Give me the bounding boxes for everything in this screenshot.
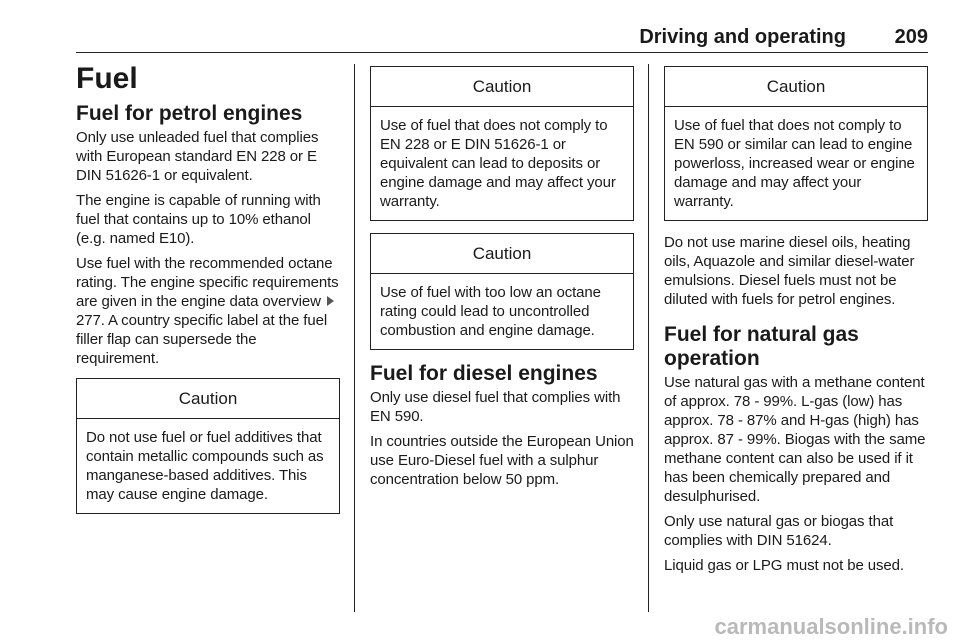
caution-box <box>370 233 634 350</box>
column-3 <box>664 66 928 581</box>
heading-natural-gas: Fuel for natural gas operation <box>664 323 859 370</box>
caution-body: Use of fuel that does not comply to EN 228 or E DIN 51626-1 or equivalent can lead to deposits or engine damage and may affect your warranty. <box>380 117 616 210</box>
caution-box <box>76 378 340 514</box>
paragraph: Liquid gas or LPG must not be used. <box>664 557 904 574</box>
page-reference[interactable]: 277 <box>76 312 101 329</box>
paragraph-text: . A country specific label at the fuel filler flap can supersede the requirement. <box>76 312 328 367</box>
column-divider <box>354 64 355 612</box>
column-1 <box>76 62 340 526</box>
caution-body: Use of fuel that does not comply to EN 590 or similar can lead to engine powerloss, increased wear or engine damage and may affect your warranty. <box>674 117 915 210</box>
column-2 <box>370 66 634 495</box>
paragraph: Only use diesel fuel that complies with EN 590. <box>370 389 621 425</box>
caution-body: Use of fuel with too low an octane rating could lead to uncontrolled combustion and engine damage. <box>380 284 601 339</box>
paragraph-text: Use fuel with the recommended octane rating. The engine specific requirements are given in the engine data overview <box>76 255 339 310</box>
paragraph: The engine is capable of running with fuel that contains up to 10% ethanol (e.g. named E10). <box>76 192 321 247</box>
caution-title: Caution <box>371 234 633 274</box>
paragraph: In countries outside the European Union use Euro-Diesel fuel with a sulphur concentration below 50 ppm. <box>370 433 634 488</box>
heading-diesel: Fuel for diesel engines <box>370 362 598 385</box>
watermark: carmanualsonline.info <box>714 614 948 639</box>
page-header <box>76 26 928 53</box>
caution-box <box>664 66 928 221</box>
paragraph: Use natural gas with a methane content of approx. 78 - 99%. L-gas (low) has approx. 78 - 87% and H-gas (high) has approx. 87 - 99%. Biogas with the same methane content can also be used if it has been chemically prepared and desulphurised. <box>664 374 926 505</box>
caution-title: Caution <box>77 379 339 419</box>
page-reference-icon <box>327 296 334 306</box>
caution-title: Caution <box>665 67 927 107</box>
paragraph <box>76 254 340 368</box>
column-divider <box>648 64 649 612</box>
page-number: 209 <box>894 26 928 48</box>
paragraph: Only use natural gas or biogas that complies with DIN 51624. <box>664 513 894 549</box>
section-title: Driving and operating <box>639 26 846 48</box>
paragraph: Only use unleaded fuel that complies with European standard EN 228 or E DIN 51626-1 or equivalent. <box>76 129 319 184</box>
caution-box <box>370 66 634 221</box>
caution-body: Do not use fuel or fuel additives that contain metallic compounds such as manganese-based additives. This may cause engine damage. <box>86 429 324 503</box>
paragraph: Do not use marine diesel oils, heating oils, Aquazole and similar diesel-water emulsions. Diesel fuels must not be diluted with fuels for petrol engines. <box>664 234 915 308</box>
caution-title: Caution <box>371 67 633 107</box>
chapter-title: Fuel <box>76 62 138 95</box>
heading-petrol: Fuel for petrol engines <box>76 102 303 125</box>
